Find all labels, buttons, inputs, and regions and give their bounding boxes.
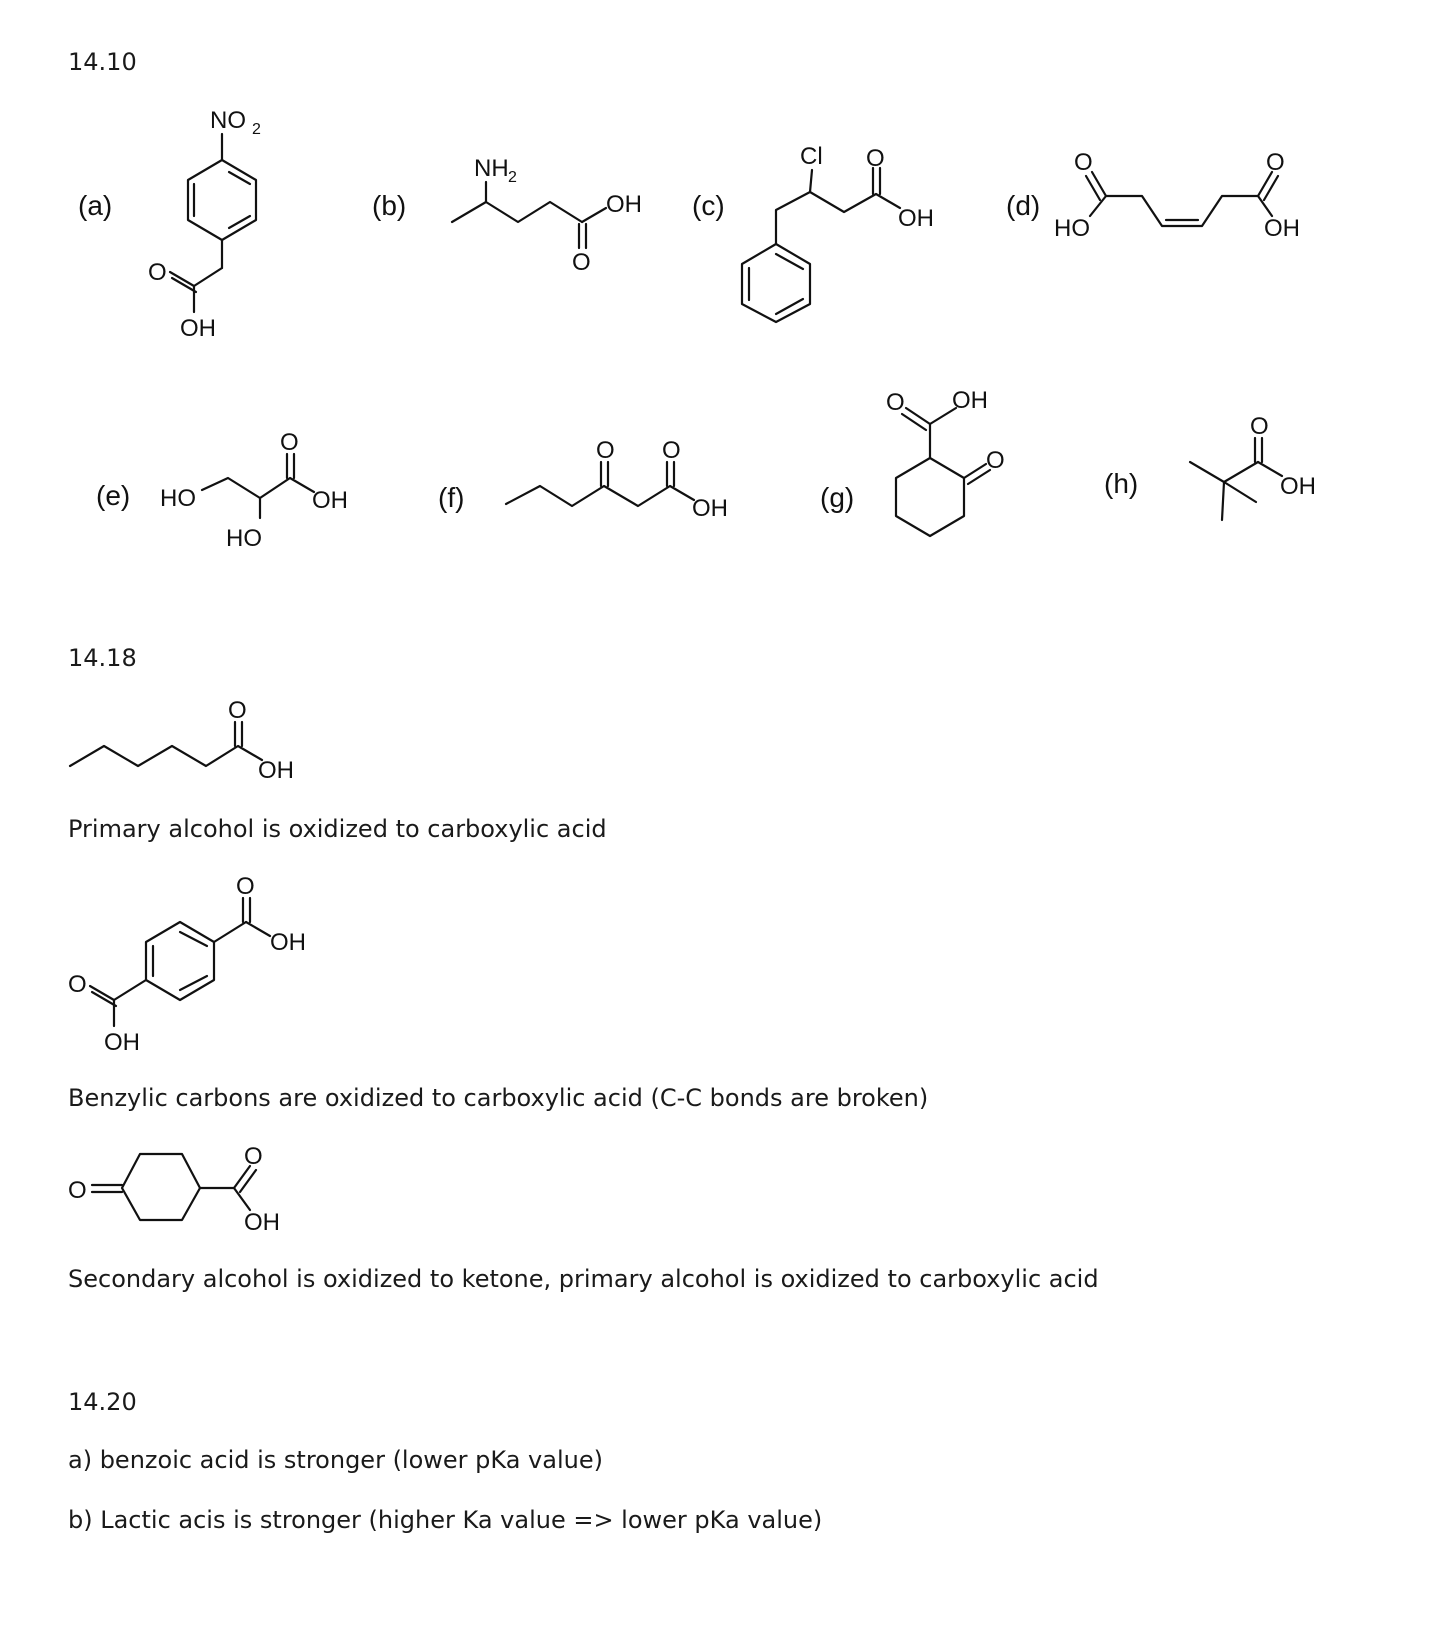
structure-label-c: (c): [692, 190, 725, 221]
atom-oh-a: OH: [180, 315, 216, 342]
atom-oh-1418c: OH: [244, 1209, 280, 1236]
atom-o-1418b2: O: [68, 971, 87, 998]
structure-label-e: (e): [96, 480, 131, 511]
atom-oh-c: OH: [898, 205, 934, 232]
section-heading-14-20: 14.20: [68, 1388, 137, 1416]
atom-no2-sub: 2: [252, 121, 261, 138]
caption-benzylic-carbons: Benzylic carbons are oxidized to carboxylic acid (C-C bonds are broken): [68, 1084, 929, 1112]
atom-o-d1: O: [1074, 149, 1093, 176]
atom-nh2: NH: [474, 155, 509, 182]
atom-oh-d: OH: [1264, 215, 1300, 242]
structure-label-f: (f): [438, 482, 465, 513]
structure-label-h: (h): [1104, 468, 1139, 499]
atom-no2: NO: [210, 107, 246, 134]
atom-o-1418c1: O: [68, 1177, 87, 1204]
atom-nh2-sub: 2: [508, 169, 517, 186]
atom-o-1418c2: O: [244, 1143, 263, 1170]
structure-label-a: (a): [78, 190, 113, 221]
atom-o-g1: O: [886, 389, 905, 416]
caption-primary-alcohol: Primary alcohol is oxidized to carboxylic acid: [68, 815, 607, 843]
atom-oh-g: OH: [952, 387, 988, 414]
caption-secondary-alcohol: Secondary alcohol is oxidized to ketone, primary alcohol is oxidized to carboxylic acid: [68, 1265, 1099, 1293]
atom-o-e: O: [280, 429, 299, 456]
atom-oh-b: OH: [606, 191, 642, 218]
atom-oh-1418b2: OH: [104, 1029, 140, 1056]
atom-ho-e2: HO: [226, 525, 262, 552]
atom-o-f2: O: [662, 437, 681, 464]
structure-label-g: (g): [820, 482, 855, 513]
atom-ho-d: HO: [1054, 215, 1090, 242]
atom-o-h: O: [1250, 413, 1269, 440]
atom-oh-e: OH: [312, 487, 348, 514]
structure-label-b: (b): [372, 190, 407, 221]
atom-ho-e1: HO: [160, 485, 196, 512]
atom-o-d2: O: [1266, 149, 1285, 176]
atom-oh-h: OH: [1280, 473, 1316, 500]
atom-o-g2: O: [986, 447, 1005, 474]
atom-oh-1418b1: OH: [270, 929, 306, 956]
answer-a: a) benzoic acid is stronger (lower pKa value): [68, 1446, 603, 1474]
atom-o-c: O: [866, 145, 885, 172]
section-heading-14-18: 14.18: [68, 644, 137, 672]
atom-oh-1418a: OH: [258, 757, 294, 784]
atom-oh-f: OH: [692, 495, 728, 522]
atom-cl: Cl: [800, 143, 823, 170]
atom-o-1418b1: O: [236, 873, 255, 900]
section-heading-14-10: 14.10: [68, 48, 137, 76]
atom-o-b: O: [572, 249, 591, 276]
answer-b: b) Lactic acis is stronger (higher Ka value => lower pKa value): [68, 1506, 823, 1534]
structure-label-d: (d): [1006, 190, 1041, 221]
atom-o-1418a: O: [228, 697, 247, 724]
atom-o-a: O: [148, 259, 167, 286]
atom-o-f1: O: [596, 437, 615, 464]
